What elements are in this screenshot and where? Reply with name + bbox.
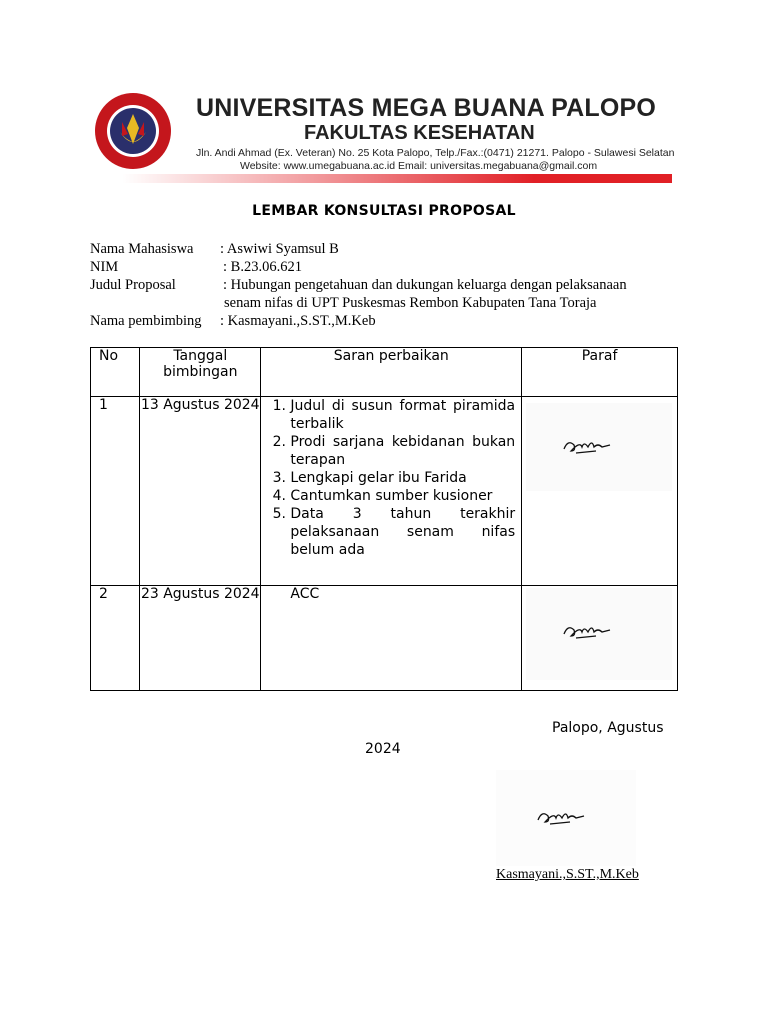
name-label: Nama Mahasiswa (90, 241, 194, 257)
header-saran: Saran perbaikan (261, 348, 522, 397)
header-no: No (91, 348, 140, 397)
website-line: Website: www.umegabuana.ac.id Email: universitas.megabuana@gmail.com (240, 160, 598, 172)
row-paraf (522, 586, 678, 691)
list-item: 3. Lengkapi gelar ibu Farida (290, 469, 515, 487)
row-date: 23 Agustus 2024 (140, 586, 261, 691)
name-value: : Aswiwi Syamsul B (220, 241, 339, 257)
signature-icon (562, 620, 612, 642)
signature-icon (536, 806, 586, 828)
signature-image (496, 770, 636, 866)
row-number: 1 (91, 397, 140, 586)
list-item: 4. Cantumkan sumber kusioner (290, 487, 515, 505)
judul-row (90, 276, 627, 294)
consultation-table (90, 347, 678, 691)
faculty-name: FAKULTAS KESEHATAN (304, 122, 535, 144)
list-item: 5. Data 3 tahun terakhir pelaksanaan senam nifas belum ada (290, 505, 515, 559)
row-suggestions (261, 397, 522, 586)
row-date: 13 Agustus 2024 (140, 397, 261, 586)
university-logo (94, 92, 172, 170)
year: 2024 (365, 741, 401, 757)
suggestion-list (267, 397, 515, 559)
judul-value-continued: senam nifas di UPT Puskesmas Rembon Kabupaten Tana Toraja (224, 295, 597, 311)
university-name: UNIVERSITAS MEGA BUANA PALOPO (196, 94, 656, 122)
table-header-row (91, 348, 678, 397)
table-row (91, 397, 678, 586)
header-paraf: Paraf (522, 348, 678, 397)
nim-value: : B.23.06.621 (223, 259, 302, 275)
address-line: Jln. Andi Ahmad (Ex. Veteran) No. 25 Kota Palopo, Telp./Fax.:(0471) 21271. Palopo - Sulawesi Selatan (196, 147, 675, 159)
pembimbing-value: : Kasmayani.,S.ST.,M.Keb (220, 313, 376, 329)
nim-row (90, 258, 627, 276)
student-info (90, 240, 627, 330)
list-item: 1. Judul di susun format piramida terbalik (290, 397, 515, 433)
header-red-bar (122, 174, 672, 183)
judul-row-continued (90, 294, 627, 312)
pembimbing-row (90, 312, 627, 330)
name-row (90, 240, 627, 258)
nim-label: NIM (90, 259, 119, 275)
row-paraf (522, 397, 678, 586)
signature-image (526, 403, 672, 491)
place-date: Palopo, Agustus (552, 720, 664, 736)
judul-label: Judul Proposal (90, 277, 176, 293)
list-item: 2. Prodi sarjana kebidanan bukan terapan (290, 433, 515, 469)
table-row (91, 586, 678, 691)
pembimbing-label: Nama pembimbing (90, 313, 202, 329)
judul-value: : Hubungan pengetahuan dan dukungan keluarga dengan pelaksanaan (223, 277, 627, 293)
document-title: LEMBAR KONSULTASI PROPOSAL (252, 203, 516, 219)
letterhead (92, 88, 674, 188)
signature-icon (562, 435, 612, 457)
row-suggestions: ACC (261, 586, 522, 691)
header-tanggal: Tanggal bimbingan (140, 348, 261, 397)
row-number: 2 (91, 586, 140, 691)
signature-image (526, 588, 672, 680)
signer-name: Kasmayani.,S.ST.,M.Keb (496, 867, 639, 882)
